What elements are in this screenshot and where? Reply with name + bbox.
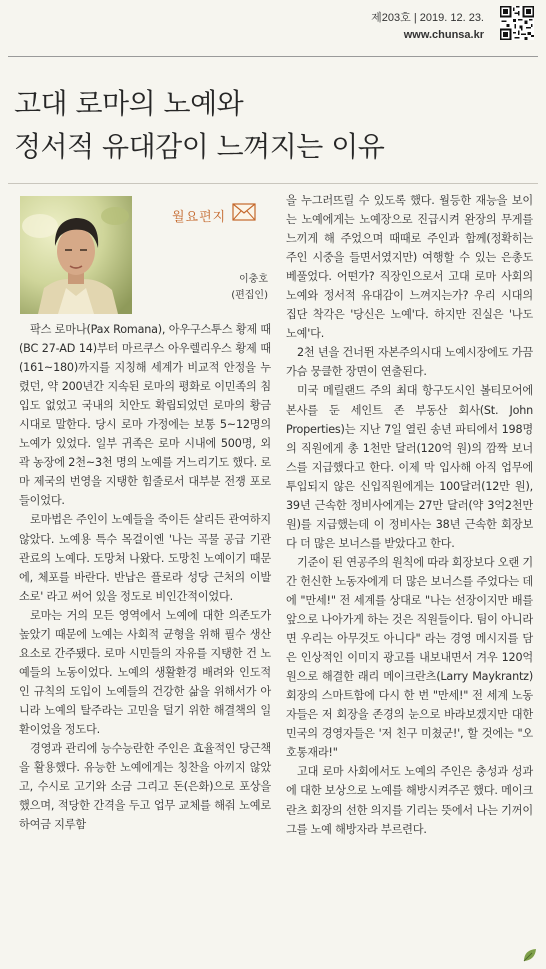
paragraph: 미국 메릴랜드 주의 최대 항구도시인 볼티모어에 본사를 둔 세인트 존 부동산 회사(St. John Properties)는 지난 7일 열린 송년 파티에서 198명의 직원에게 총 1천만 달러(120억 원)의 깜짝 보너스를 지급했다고 한다. 이제 막 입사해 아직 업무에 투입되지 않은 신입직원에게는 100달러(12만 원), 39년 근속한 정비사에게는 27만 달러(약 3억2천만 원)를 지급했는데 이 정비사는 38년 근속한 회장보다 더 많은 보너스를 받았다고 한다.	[286, 384, 533, 550]
title-line-1: 고대 로마의 노예와	[14, 87, 244, 120]
paragraph: 2천 년을 건너뛴 자본주의시대 노예시장에도 가끔 가슴 뭉클한 장면이 연출된다.	[286, 346, 533, 379]
paragraph: 팍스 로마나(Pax Romana), 아우구스투스 황제 때(BC 27-AD 14)부터 마르쿠스 아우렐리우스 황제 때(161~180)까지를 지칭해 세계가 비교적 안정을 누렸던, 약 200년간 지속된 로마의 평화로 이민족의 침입도 없었고 국내의 치안도 확립되었던 로마의 황금시대로 말한다. 당시 로마 가정에는 보통 5~12명의 노예가 있었다. 일부 귀족은 로마 시내에 500명, 외곽 농장에 2천~3천 명의 노예를 거느리기도 했다. 로마 제국의 번영을 지탱한 힘줄로서 대부분 전쟁 포로들이었다.	[19, 323, 271, 508]
author-name: 이충호	[239, 274, 268, 285]
paragraph: 경영과 관리에 능수능란한 주인은 효율적인 당근책을 활용했다. 유능한 노예에게는 칭찬을 아끼지 않았고, 수시로 고기와 소금 그리고 돈(은화)으로 포상을 했으며, 적당한 간격을 두고 업무 교체를 해줘 노예로 하여금 지루함	[19, 742, 271, 832]
left-column	[19, 320, 271, 834]
paragraph: 기준이 된 연공주의 원칙에 따라 회장보다 오랜 기간 헌신한 노동자에게 더 많은 보너스를 주었다는 데에 "만세!" 전 세계를 상대로 "나는 선장이지만 배를 앞으로 나아가게 하는 것은 직원들이다. 팀이 아니라면 우리는 아무것도 아니다" 라는 경영 메시지를 담은 인상적인 이미지 광고를 내보내면서 겨우 120억 원으로 해결한 래리 메이크란츠(Larry Maykrantz) 회장의 스마트함에 다시 한 번 "만세!" 전 세계 노동자들은 저 회장을 존경의 눈으로 바라보겠지만 대한민국의 경영자들은 '저 친구 미쳤군!', 할 것에는 "오호통재라!"	[286, 555, 533, 760]
paragraph: 로마법은 주인이 노예들을 죽이든 살리든 관여하지 않았다. 노예용 특수 목걸이엔 '나는 곡물 공급 기관 관료의 노예다. 도망쳐 나왔다. 도망친 노예이기 때문에, 체포를 바란다. 반납은 플로라 성당 근처의 이발소로' 라고 써어 있을 정도로 비인간적이었다.	[19, 513, 271, 603]
title-line-2: 정서적 유대감이 느껴지는 이유	[14, 130, 385, 163]
title-divider	[8, 183, 538, 184]
article-title	[14, 82, 384, 168]
column-name: 월요편지	[172, 210, 227, 225]
issue-date: 2019. 12. 23.	[419, 12, 484, 24]
envelope-icon	[232, 203, 256, 221]
qr-code-icon[interactable]	[500, 6, 534, 40]
leaf-icon	[522, 947, 538, 963]
header-divider	[8, 56, 538, 57]
issue-meta	[371, 10, 484, 44]
issue-number: 제203호	[371, 12, 411, 24]
meta-separator: |	[413, 12, 420, 24]
paragraph: 로마는 거의 모든 영역에서 노예에 대한 의존도가 높았기 때문에 노예는 사회적 균형을 위해 필수 생산요소로 간주됐다. 로마 시민들의 자유를 지탱한 건 노예들의 노동이었다. 노예의 생활환경 배려와 인도적인 규칙의 도입이 노예들의 건강한 삶을 위해서가 아니라 노예의 탈주라는 고민을 덜기 위한 해결책의 일환이었을 정도다.	[19, 608, 271, 736]
website-link[interactable]: www.chunsa.kr	[403, 29, 484, 41]
author-byline	[231, 272, 268, 304]
right-column	[286, 191, 533, 839]
paragraph: 을 누그러뜨릴 수 있도록 했다. 월등한 재능을 보이는 노예에게는 노예장으로 진급시켜 완장의 무게를 느끼게 해 주었으며 때때로 주인과 함께(정확히는 주인 시중을 들면서였지만) 여행할 수 있는 은총도 베풀었다. 어떤가? 직장인으로서 고대 로마 사회의 노예와 정서적 유대감이 느껴지는가? 우리 시대의 집단 착각은 '당신은 노예'다. 하지만 진실은 '나도 노예'다.	[286, 194, 533, 341]
author-photo	[20, 196, 132, 314]
author-role: (편집인)	[231, 290, 268, 301]
paragraph: 고대 로마 사회에서도 노예의 주인은 충성과 성과에 대한 보상으로 노예를 해방시켜주곤 했다. 메이크란츠 회장의 선한 의지를 기리는 뜻에서 나는 기꺼이 그를 노예 해방자라 부르련다.	[286, 765, 533, 836]
